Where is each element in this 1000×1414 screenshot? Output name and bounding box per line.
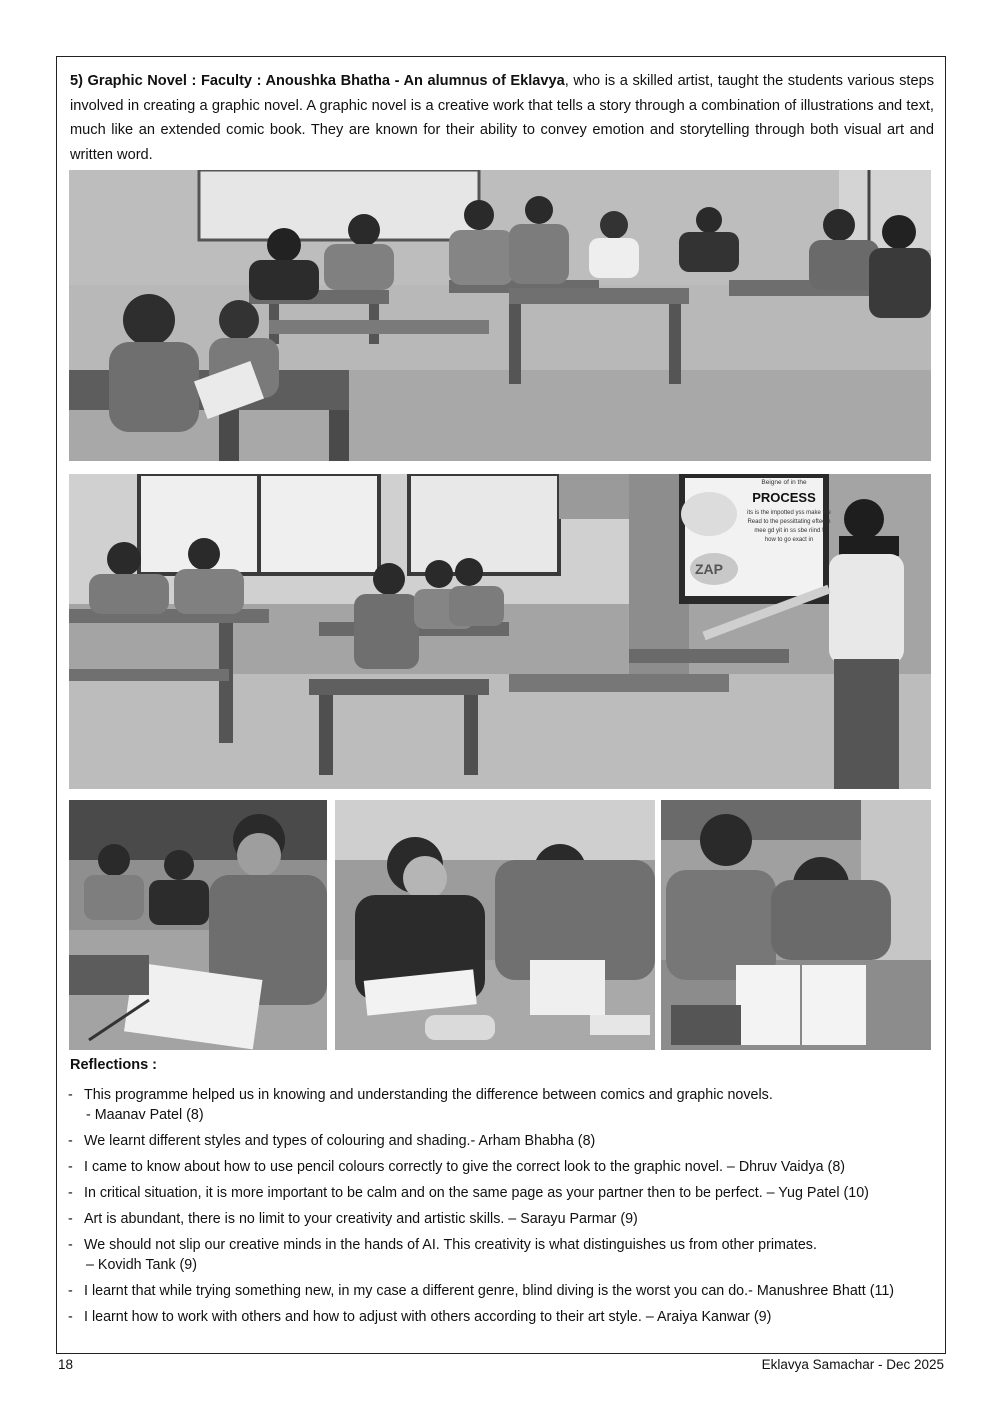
reflection-text: I learnt how to work with others and how to adjust with others according to their art style. – Araiya Kanwar (9) — [84, 1309, 772, 1325]
list-bullet: - — [68, 1237, 73, 1253]
list-bullet: - — [68, 1159, 73, 1175]
screen-line-1: its is the impotted yss make the — [747, 510, 831, 516]
list-item — [68, 1209, 938, 1229]
screen-line-4: how to go exact in — [764, 537, 814, 543]
list-item — [68, 1307, 938, 1327]
photo-pair-working — [661, 800, 931, 1050]
list-item — [68, 1085, 938, 1125]
reflection-text: Art is abundant, there is no limit to your creativity and artistic skills. – Sarayu Parmar (9) — [84, 1211, 638, 1227]
publication-footer: Eklavya Samachar - Dec 2025 — [761, 1357, 944, 1372]
photo-teacher-at-screen — [69, 474, 931, 789]
list-item — [68, 1183, 938, 1203]
reflection-text: In critical situation, it is more important to be calm and on the same page as your partner then to be perfect. – Yug Patel (10) — [84, 1185, 869, 1201]
reflections-title: Reflections : — [70, 1057, 158, 1073]
page-number: 18 — [58, 1357, 74, 1372]
list-bullet: - — [68, 1211, 73, 1227]
screen-zap: ZAP — [695, 561, 723, 577]
list-bullet: - — [68, 1133, 73, 1149]
reflection-text: We learnt different styles and types of colouring and shading.- Arham Bhabha (8) — [84, 1133, 596, 1149]
reflection-text: This programme helped us in knowing and understanding the difference between comics and graphic novels. — [84, 1087, 773, 1103]
list-bullet: - — [68, 1087, 73, 1103]
list-item — [68, 1281, 938, 1301]
photo-boy-drawing — [69, 800, 327, 1050]
reflection-author: - Maanav Patel (8) — [86, 1107, 204, 1123]
reflection-text: We should not slip our creative minds in the hands of AI. This creativity is what distinguishes us from other primates. — [84, 1237, 817, 1253]
photo-classroom-desks — [69, 170, 931, 461]
screen-line-2: Read to the pessittating efteem — [747, 519, 831, 525]
list-item — [68, 1157, 938, 1177]
section-body: , who is a skilled artist, taught the students various steps involved in creating a graphic novel. A graphic novel is a creative work that tells a story through a combination of illustrations and text, much like an extended comic book. They are known for their ability to convey emotion and storytelling through both visual art and written word. — [70, 73, 934, 163]
screen-top-text: Beigne of in the — [761, 479, 807, 486]
photo-students-sketching — [335, 800, 655, 1050]
screen-title: PROCESS — [752, 490, 816, 505]
section-intro — [70, 69, 934, 167]
reflection-text: I came to know about how to use pencil colours correctly to give the correct look to the graphic novel. – Dhruv Vaidya (8) — [84, 1159, 846, 1175]
reflection-author: – Kovidh Tank (9) — [86, 1257, 197, 1273]
reflection-text: I learnt that while trying something new, in my case a different genre, blind diving is the worst you can do.- Manushree Bhatt (11) — [84, 1283, 895, 1299]
list-bullet: - — [68, 1283, 73, 1299]
section-heading: 5) Graphic Novel : Faculty : Anoushka Bhatha - An alumnus of Eklavya — [70, 73, 565, 89]
reflections-list — [68, 1085, 938, 1333]
list-bullet: - — [68, 1185, 73, 1201]
list-item — [68, 1131, 938, 1151]
list-bullet: - — [68, 1309, 73, 1325]
list-item — [68, 1235, 938, 1275]
screen-line-3: mee gd yit in ss sbe riind ! — [754, 528, 824, 534]
